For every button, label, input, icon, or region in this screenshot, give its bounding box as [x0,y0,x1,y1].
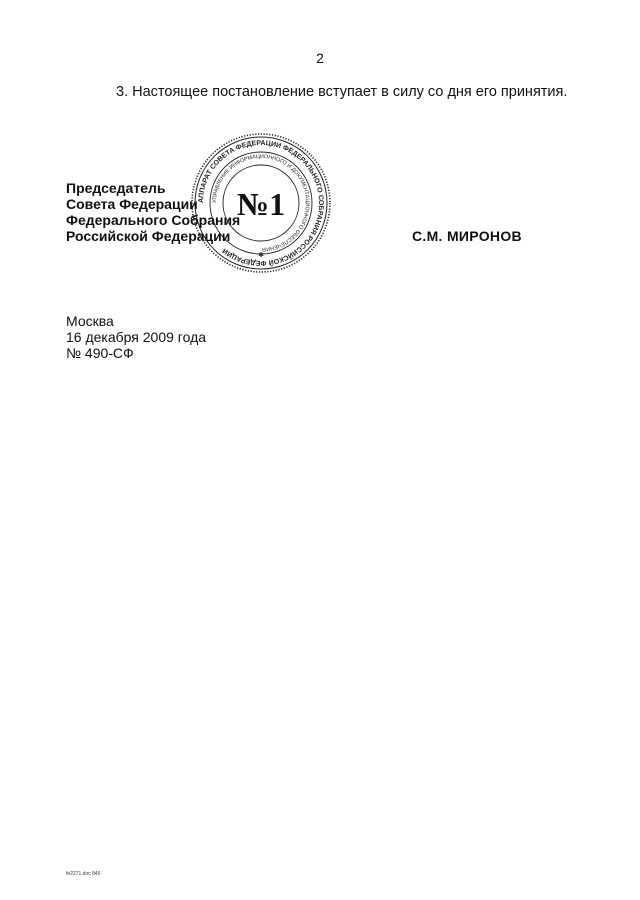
city: Москва [66,313,114,329]
seal-center-number: №1 [236,186,286,222]
signature-title-line: Российской Федерации [66,228,231,244]
page-number: 2 [316,50,324,66]
seal-outer-text: АППАРАТ СОВЕТА ФЕДЕРАЦИИ ФЕДЕРАЛЬНОГО СОБРАНИЯ РОССИЙСКОЙ ФЕДЕРАЦИИ [197,139,325,267]
footer-code: fe2271.doc 845 [66,871,101,877]
signature-title [66,180,240,244]
place-date-block [66,313,206,361]
seal-inner-text: УПРАВЛЕНИЕ ИНФОРМАЦИОННОГО И ДОКУМЕНТАЦИОННОГО ОБЕСПЕЧЕНИЯ [211,153,311,253]
body-paragraph: 3. Настоящее постановление вступает в силу со дня его принятия. [116,84,568,100]
date: 16 декабря 2009 года [66,329,207,345]
seal-star-icon: ✱ [258,252,264,259]
signature-title-line: Федерального Собрания [66,212,241,228]
document-number: № 490-СФ [66,345,134,361]
signer-name: С.М. МИРОНОВ [412,228,522,244]
signature-title-line: Председатель [66,180,166,196]
signature-title-line: Совета Федерации [66,196,198,212]
